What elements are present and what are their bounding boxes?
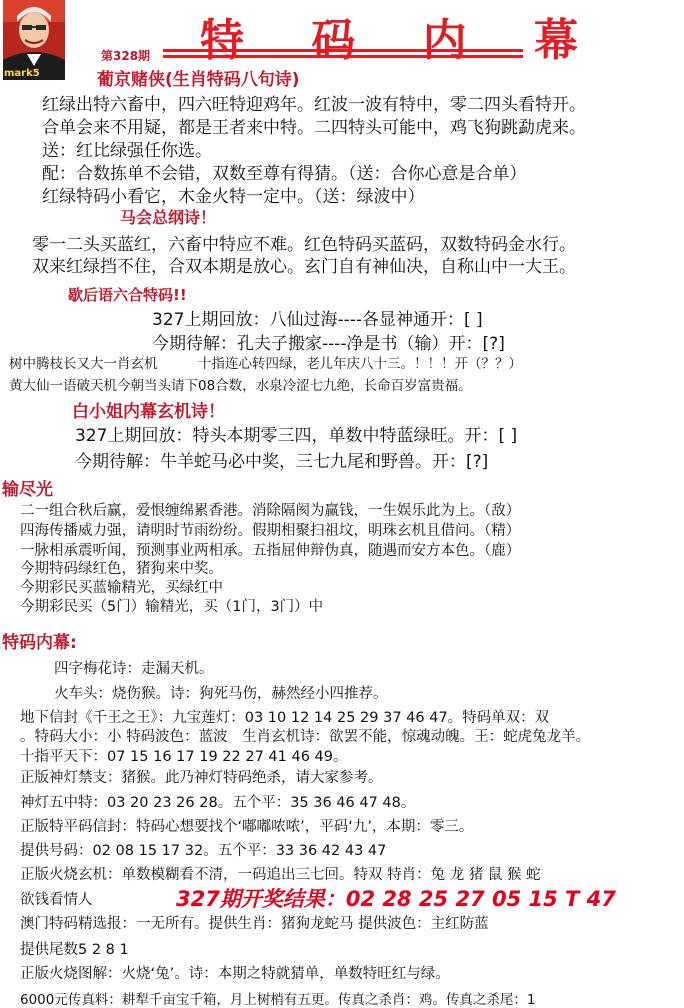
section-heading: 输尽光	[2, 480, 53, 500]
text-line: 澳门特码精选报：一无所有。提供生肖：猪狗龙蛇马 提供波色：主红防蓝	[20, 916, 489, 932]
text-line: 今期特码绿红色，猪狗来中奖。	[20, 561, 223, 577]
title-underline-top	[163, 49, 523, 52]
section-heading: 特码内幕:	[2, 633, 77, 653]
text-line: 今期彩民买（5门）输精光，买（1门，3门）中	[20, 599, 324, 615]
result-banner: 327期开奖结果：02 28 25 27 05 15 T 47	[176, 887, 616, 911]
title-underline-bottom	[163, 55, 523, 58]
text-line: 双来红绿挡不住，合双本期是放心。玄门自有神仙决，自称山中一大王。	[32, 257, 576, 277]
page-title: 特 码 内 幕	[200, 15, 604, 66]
section-heading: 白小姐内幕玄机诗！	[72, 402, 225, 422]
text-line: 神灯五中特：03 20 23 26 28。五个平：35 36 46 47 48。	[20, 795, 416, 811]
text-line: 四字梅花诗：走漏天机。	[54, 661, 214, 677]
text-line: 红绿出特六畜中，四六旺特迎鸡年。红波一波有特中，零二四头看特开。	[42, 95, 586, 115]
text-line: 正版火烧图解：火烧‘兔’。诗：本期之特就猜单，单数特旺红与绿。	[20, 966, 450, 982]
text-line: 。特码大小：小 特码波色：蓝波 生肖玄机诗：欲罢不能，惊魂动魄。王：蛇虎兔龙羊。	[20, 729, 591, 745]
text-line: 提供尾数5 2 8 1	[20, 942, 129, 958]
text-line: 提供号码：02 08 15 17 32。五个平：33 36 42 43 47	[20, 843, 387, 859]
section-heading: 葡京赌侠(生肖特码八句诗)	[97, 70, 300, 90]
text-line: 地下信封《千王之王》：九宝莲灯：03 10 12 14 25 29 37 46 47。特码单双：双	[20, 710, 550, 726]
text-line: 红绿特码小看它，木金火特一定中。（送：绿波中）	[42, 187, 425, 207]
section-heading: 马会总纲诗！	[120, 208, 217, 227]
text-line: 十指平天下：07 15 16 17 19 22 27 41 46 49。	[20, 749, 348, 765]
text-line: 一脉相承震听闻，预测事业两相承。五指屈伸辩伪真，随遇而安方本色。（鹿）	[20, 543, 521, 559]
text-line: 黄大仙一语破天机今朝当头请下08合数，水泉冷涩七九绝，长命百岁富贵福。	[9, 378, 472, 394]
text-line: 正版火烧玄机：单数模糊看不清，一码追出三七回。特双 特肖：兔 龙 猪 鼠 猴 蛇	[20, 867, 541, 883]
text-line: 正版神灯禁支：猪猴。此乃神灯特码绝杀，请大家参考。	[20, 770, 383, 786]
text-line: 今期待解：牛羊蛇马必中奖，三七九尾和野兽。开：[?]	[75, 452, 489, 472]
text-line: 今期待解：孔夫子搬家----净是书（输）开：[?]	[152, 334, 505, 354]
text-line: 正版特平码信封：特码心想要找个‘嘟嘟哝哝’，平码‘九’，本期：零三。	[20, 819, 474, 835]
text-line: 欲钱看情人	[20, 892, 93, 908]
avatar-caption: mark5	[4, 68, 40, 79]
text-line: 送：红比绿强任你选。	[42, 141, 212, 161]
text-line: 零一二头买蓝红，六畜中特应不难。红色特码买蓝码，双数特码金水行。	[32, 235, 576, 255]
text-line: 火车头：烧伤猴。诗：狗死马伤，赫然经小四推荐。	[54, 686, 388, 702]
text-line: 四海传播威力强，请明时节雨纷纷。假期相聚扫祖坟，明珠玄机且借问。（精）	[20, 523, 521, 539]
text-line: 配：合数拣单不会错，双数至尊有得猜。（送：合你心意是合单）	[42, 164, 527, 184]
section-heading: 歇后语六合特码!!	[68, 286, 187, 304]
text-line: 合单会来不用疑，都是王者来中特。二四特头可能中，鸡飞狗跳勐虎来。	[42, 118, 586, 138]
text-line: 今期彩民买蓝输精光，买绿红中	[20, 580, 223, 596]
text-line: 327上期回放：特头本期零三四，单数中特蓝绿旺。开：[ ]	[75, 426, 518, 446]
issue-number: 第328期	[101, 49, 151, 63]
text-line: 二一组合秋后赢，爱恨缠绵累香港。消除隔阂为赢钱，一生娱乐此为上。（敌）	[20, 503, 521, 519]
text-line: 327上期回放：八仙过海----各显神通开：[ ]	[152, 310, 483, 330]
text-line: 树中腾枝长又大一肖玄机 十指连心转四绿，老儿年庆八十三。！！！开（？？）	[9, 356, 522, 372]
text-line: 6000元传真料：耕犁千亩宝千箱，月上树梢有五更。传真之杀肖：鸡。传真之杀尾：1	[20, 992, 536, 1008]
